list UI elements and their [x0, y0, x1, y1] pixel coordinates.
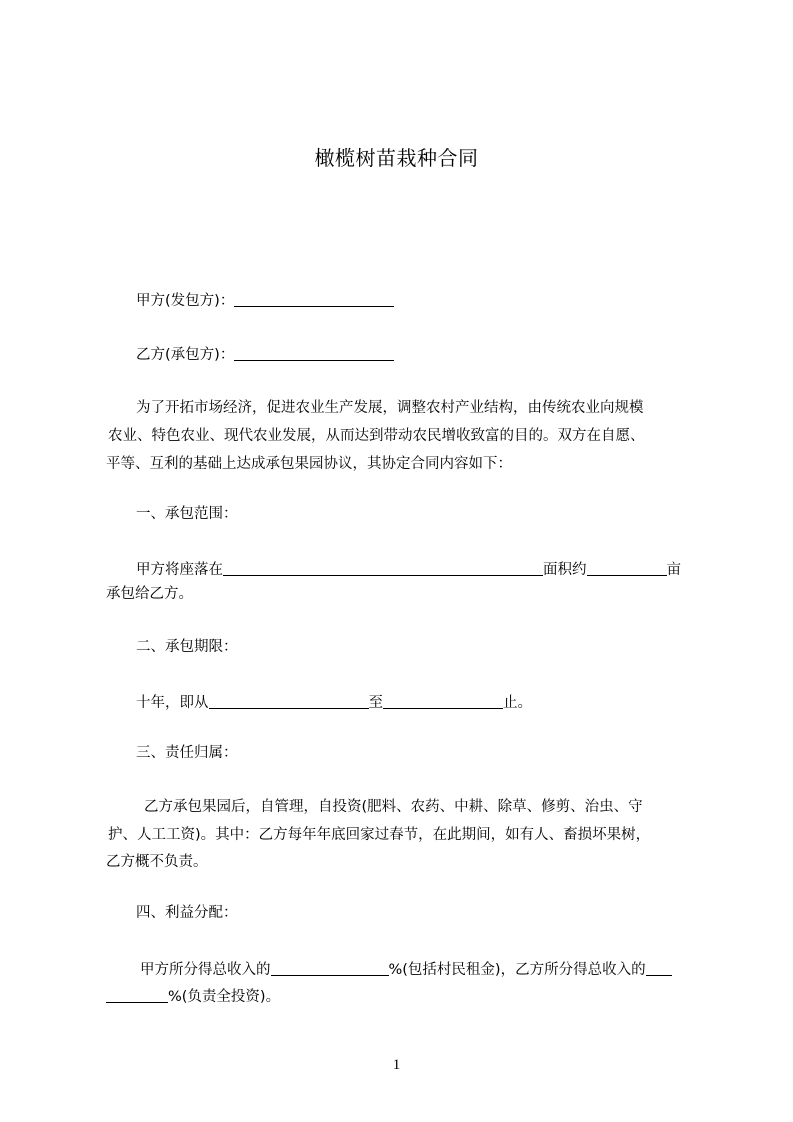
section-2-text-b: 至	[368, 695, 383, 711]
section-2-text-c: 止。	[503, 695, 532, 711]
section-1-line-1	[136, 561, 681, 578]
section-1-text-a: 甲方将座落在	[136, 562, 223, 578]
start-date-blank	[209, 694, 369, 709]
location-blank	[223, 561, 543, 576]
intro-line-3: 平等、互利的基础上达成承包果园协议，其协定合同内容如下：	[106, 456, 512, 472]
end-date-blank	[383, 694, 503, 709]
section-3-line-3: 乙方概不负责。	[106, 854, 208, 870]
intro-line-1: 为了开拓市场经济，促进农业生产发展，调整农村产业结构，由传统农业向规模	[136, 400, 644, 416]
intro-line-2: 农业、特色农业、现代农业发展，从而达到带动农民增收致富的目的。双方在自愿、	[108, 428, 645, 444]
party-a-label: 甲方(发包方)：	[136, 293, 235, 309]
section-1-heading: 一、承包范围：	[136, 506, 238, 522]
section-3-heading: 三、责任归属：	[136, 745, 238, 761]
party-a-share-blank	[271, 961, 389, 976]
section-4-heading: 四、利益分配：	[136, 905, 238, 921]
party-b-share-blank-start	[646, 961, 672, 976]
section-4-text-c: %(负责全投资)。	[168, 989, 281, 1005]
party-a-line	[136, 292, 394, 309]
section-2-heading: 二、承包期限：	[136, 639, 238, 655]
party-a-blank	[234, 292, 394, 307]
page-number: 1	[392, 1057, 401, 1073]
section-1-text-b: 面积约	[543, 562, 587, 578]
section-2-line	[136, 694, 532, 711]
party-b-blank	[234, 346, 394, 361]
section-1-text-c: 亩	[666, 562, 681, 578]
section-4-text-b: %(包括村民租金)，乙方所分得总收入的	[388, 962, 646, 978]
area-blank	[587, 561, 667, 576]
party-b-share-blank-end	[106, 988, 168, 1003]
party-b-line	[136, 346, 394, 363]
section-3-line-2: 护、人工工资)。其中：乙方每年年底回家过春节，在此期间，如有人、畜损坏果树，	[108, 827, 651, 843]
section-2-text-a: 十年，即从	[136, 695, 209, 711]
party-b-label: 乙方(承包方)：	[136, 347, 235, 363]
section-4-line-1	[140, 961, 672, 978]
section-4-text-a: 甲方所分得总收入的	[140, 962, 271, 978]
document-title: 橄榄树苗栽种合同	[314, 146, 479, 170]
section-4-line-2	[106, 988, 280, 1005]
section-3-line-1: 乙方承包果园后，自管理，自投资(肥料、农药、中耕、除草、修剪、治虫、守	[144, 799, 643, 815]
section-1-line-2: 承包给乙方。	[106, 586, 193, 602]
